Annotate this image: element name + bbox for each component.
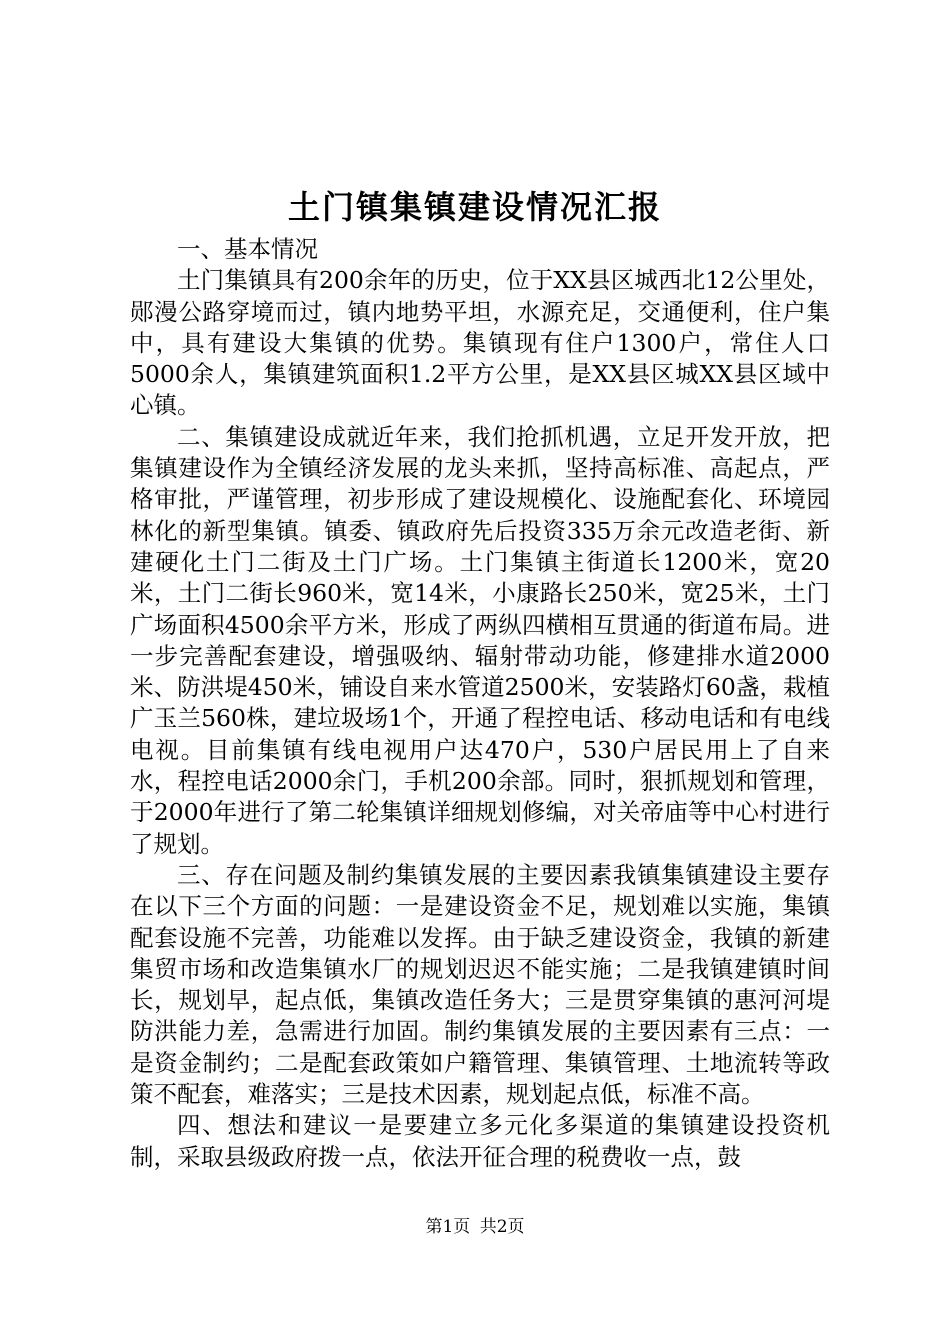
document-title: 土门镇集镇建设情况汇报: [287, 188, 662, 226]
document-body: [130, 234, 830, 1173]
paragraph-achievements: 二、集镇建设成就近年来，我们抢抓机遇，立足开发开放，把集镇建设作为全镇经济发展的龙头来抓，坚持高标准、高起点，严格审批，严谨管理，初步形成了建设规模化、设施配套化、环境园林化的新型集镇。镇委、镇政府先后投资335万余元改造老街、新建硬化土门二街及土门广场。土门集镇主街道长1200米，宽20米，土门二街长960米，宽14米，小康路长250米，宽25米，土门广场面积4500余平方米，形成了两纵四横相互贯通的街道布局。进一步完善配套建设，增强吸纳、辐射带动功能，修建排水道2000米、防洪堤450米，铺设自来水管道2500米，安装路灯60盏，栽植广玉兰560株，建垃圾场1个，开通了程控电话、移动电话和有电线电视。目前集镇有线电视用户达470户，530户居民用上了自来水，程控电话2000余门，手机200余部。同时，狠抓规划和管理，于2000年进行了第二轮集镇详细规划修编，对关帝庙等中心村进行了规划。: [130, 422, 830, 858]
paragraph-basic-info: 土门集镇具有200余年的历史，位于XX县区城西北12公里处，郧漫公路穿境而过，镇内地势平坦，水源充足，交通便利，住户集中，具有建设大集镇的优势。集镇现有住户1300户，常住人口5000余人，集镇建筑面积1.2平方公里，是XX县区城XX县区域中心镇。: [130, 266, 830, 420]
paragraph-suggestions: 四、想法和建议一是要建立多元化多渠道的集镇建设投资机制，采取县级政府拨一点，依法开征合理的税费收一点，鼓: [130, 1111, 830, 1171]
section-heading: 一、基本情况: [177, 235, 318, 263]
paragraph-problems: 三、存在问题及制约集镇发展的主要因素我镇集镇建设主要存在以下三个方面的问题：一是建设资金不足，规划难以实施，集镇配套设施不完善，功能难以发挥。由于缺乏建设资金，我镇的新建集贸市场和改造集镇水厂的规划迟迟不能实施；二是我镇建镇时间长，规划早，起点低，集镇改造任务大；三是贯穿集镇的惠河河堤防洪能力差，急需进行加固。制约集镇发展的主要因素有三点：一是资金制约；二是配套政策如户籍管理、集镇管理、土地流转等政策不配套，难落实；三是技术因素，规划起点低，标准不高。: [130, 860, 830, 1109]
page-footer: 第1页 共2页: [425, 1217, 525, 1237]
